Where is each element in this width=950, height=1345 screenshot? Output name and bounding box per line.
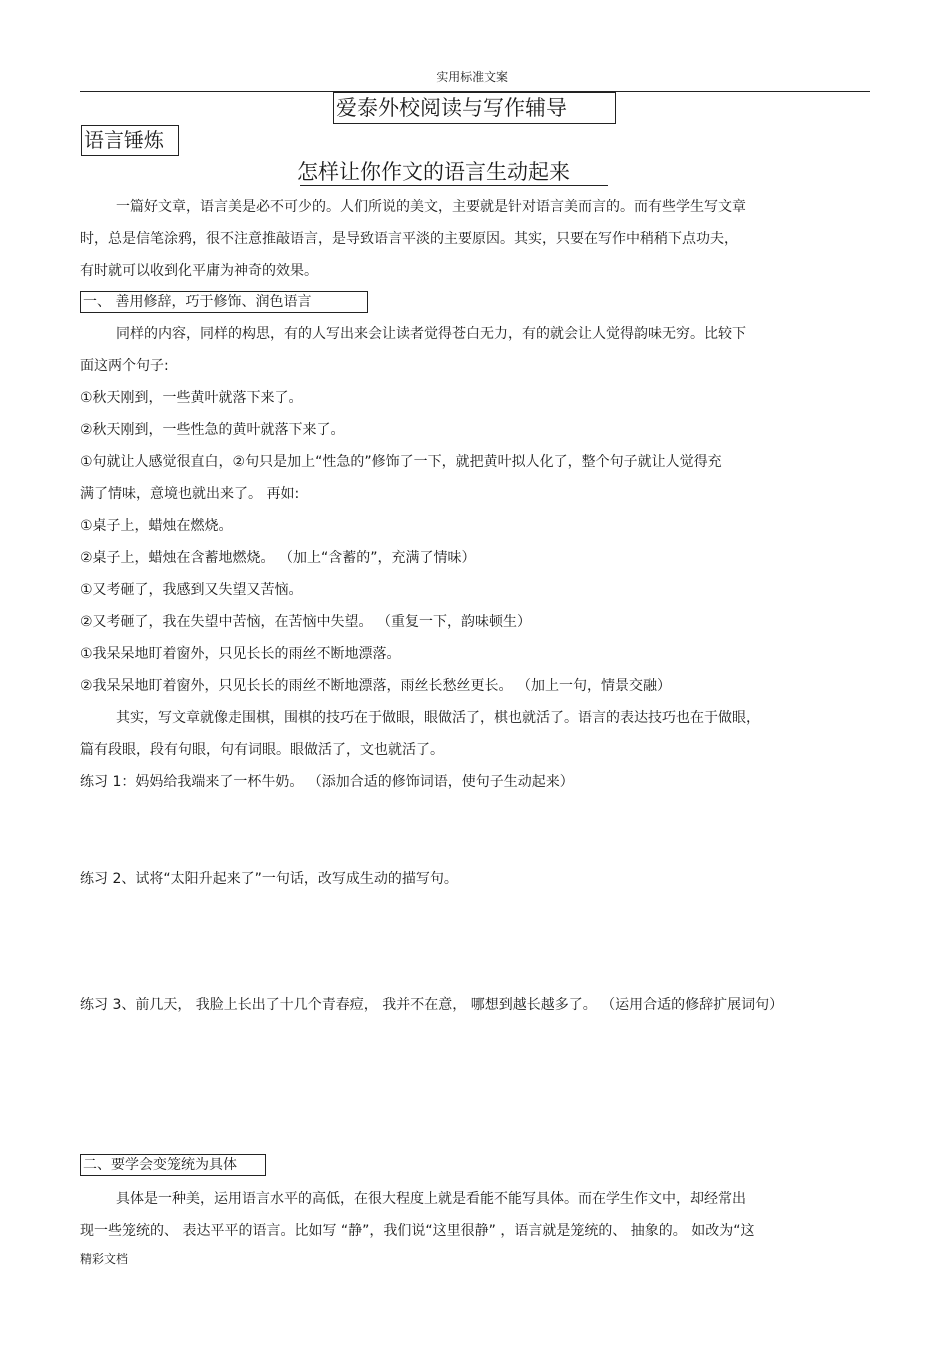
exercise-2: 练习 2、试将“太阳升起来了”一句话，改写成生动的描写句。 — [80, 871, 458, 887]
article-title: 怎样让你作文的语言生动起来 — [297, 160, 570, 184]
example-line: ②桌子上，蜡烛在含蓄地燃烧。 （加上“含蓄的”，充满了情味） — [80, 550, 476, 566]
example-line: ②我呆呆地盯着窗外，只见长长的雨丝不断地漂落，雨丝长愁丝更长。 （加上一句，情景交融） — [80, 678, 671, 694]
paragraph-line: ①句就让人感觉很直白，②句只是加上“性急的”修饰了一下，就把黄叶拟人化了，整个句子就让人觉得充 — [80, 454, 722, 470]
paragraph-line: 篇有段眼，段有句眼，句有词眼。眼做活了，文也就活了。 — [80, 742, 444, 758]
paragraph-line: 现一些笼统的、 表达平平的语言。比如写 “静”，我们说“这里很静” ，语言就是笼统的、 抽象的。 如改为“这 — [80, 1223, 755, 1239]
paragraph-line: 同样的内容，同样的构思，有的人写出来会让读者觉得苍白无力，有的就会让人觉得韵味无穷。比较下 — [116, 326, 746, 342]
school-title: 爱泰外校阅读与写作辅导 — [333, 92, 616, 124]
exercise-1: 练习 1：妈妈给我端来了一杯牛奶。 （添加合适的修饰词语，使句子生动起来） — [80, 774, 574, 790]
exercise-3: 练习 3、前几天， 我脸上长出了十几个青春痘， 我并不在意， 哪想到越长越多了。 （运用合适的修辞扩展词句） — [80, 997, 784, 1013]
running-header: 实用标准文案 — [436, 70, 508, 84]
paragraph-line: 一篇好文章，语言美是必不可少的。人们所说的美文，主要就是针对语言美而言的。而有些学生写文章 — [116, 199, 746, 215]
paragraph-line: 面这两个句子: — [80, 358, 169, 374]
title-underline — [300, 185, 608, 186]
example-line: ①又考砸了，我感到又失望又苦恼。 — [80, 582, 303, 598]
example-line: ①我呆呆地盯着窗外，只见长长的雨丝不断地漂落。 — [80, 646, 401, 662]
example-line: ①桌子上，蜡烛在燃烧。 — [80, 518, 233, 534]
paragraph-line: 时，总是信笔涂鸦，很不注意推敲语言，是导致语言平淡的主要原因。其实，只要在写作中稍稍下点功夫， — [80, 231, 738, 247]
example-line: ②又考砸了，我在失望中苦恼，在苦恼中失望。 （重复一下，韵味顿生） — [80, 614, 531, 630]
example-line: ①秋天刚到，一些黄叶就落下来了。 — [80, 390, 303, 406]
heading-one: 一、 善用修辞，巧于修饰、润色语言 — [80, 291, 368, 313]
page-footer: 精彩文档 — [80, 1252, 129, 1266]
heading-two: 二、要学会变笼统为具体 — [80, 1154, 266, 1176]
paragraph-line: 其实，写文章就像走围棋，围棋的技巧在于做眼，眼做活了，棋也就活了。语言的表达技巧也在于做眼， — [116, 710, 760, 726]
section-label: 语言锤炼 — [81, 125, 179, 156]
example-line: ②秋天刚到，一些性急的黄叶就落下来了。 — [80, 422, 345, 438]
paragraph-line: 有时就可以收到化平庸为神奇的效果。 — [80, 263, 318, 279]
paragraph-line: 满了情味，意境也就出来了。 再如: — [80, 486, 300, 502]
paragraph-line: 具体是一种美，运用语言水平的高低，在很大程度上就是看能不能写具体。而在学生作文中，却经常出 — [116, 1191, 746, 1207]
